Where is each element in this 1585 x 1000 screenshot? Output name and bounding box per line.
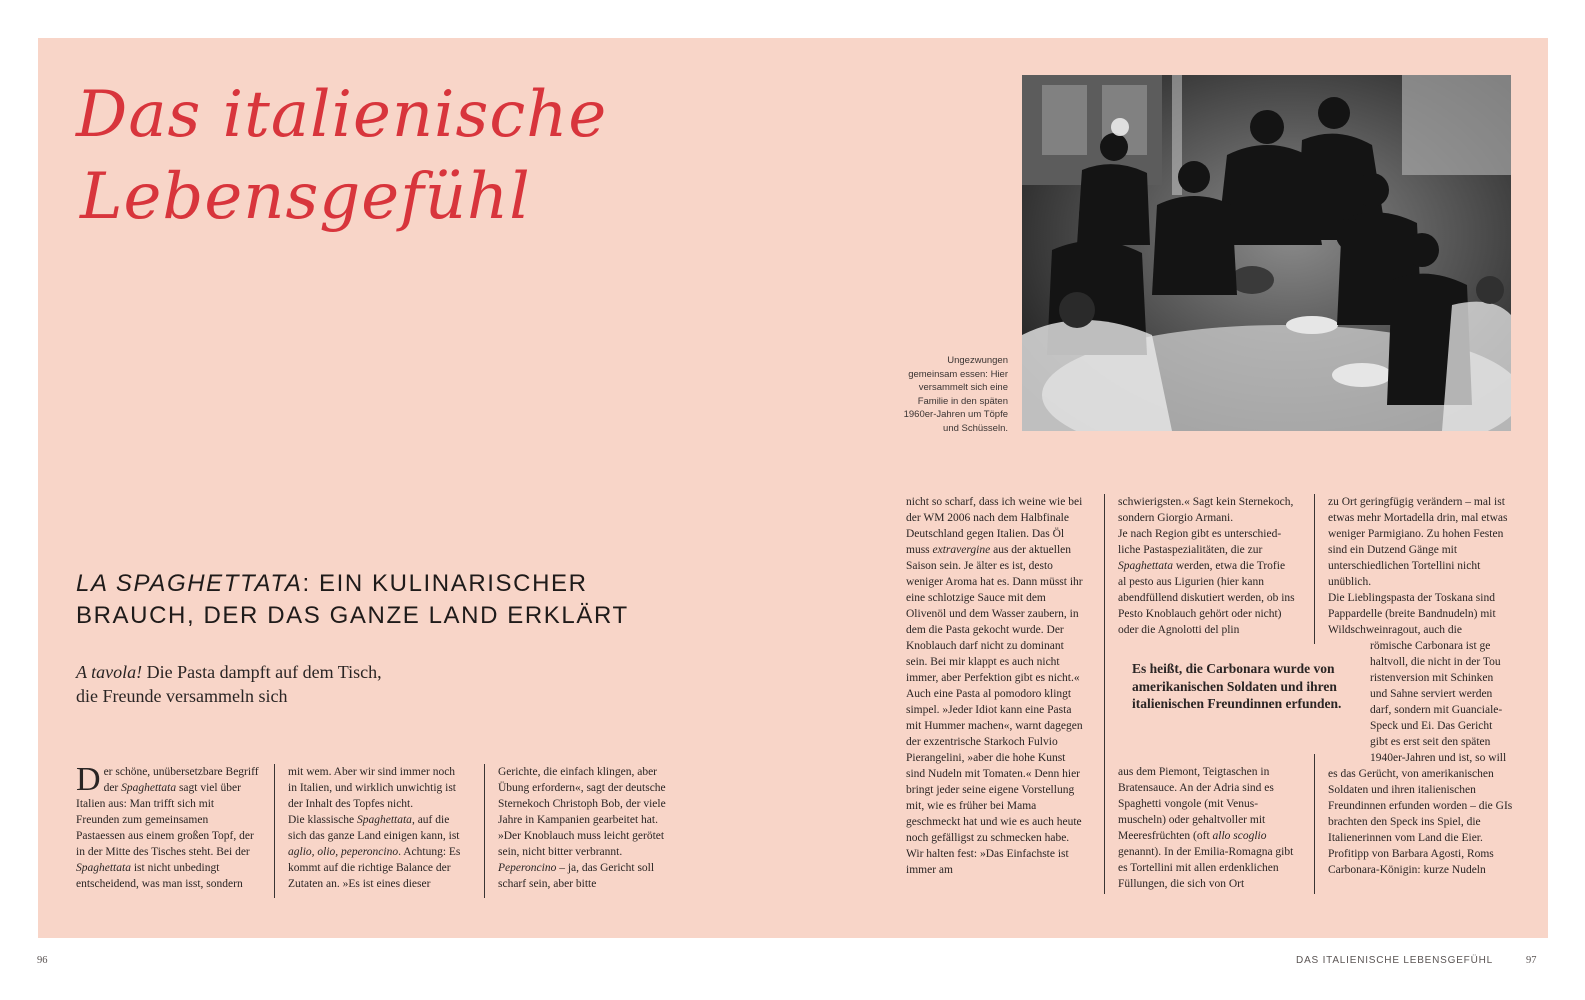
wrapped-lines: römische Carbonara ist ge haltvoll, die nicht in der Tou ristenversion mit Schinken und Sahne serviert werden darf, sondern mit Guanciale- Speck und Ei. Das Gericht gibt es erst seit den späten 1940er-Jahren und ist, so will [1370,640,1507,764]
column-divider [274,764,275,898]
family-dinner-photo [1022,75,1511,431]
running-head: DAS ITALIENISCHE LEBENSGEFÜHL [1296,955,1493,966]
body-column-4: nicht so scharf, dass ich weine wie bei der WM 2006 nach dem Halbfinale Deutschland gegen Italien. Das Öl muss extravergine aus der aktuellen Saison sein. Je älter es ist, desto weniger Aroma hat es. Dann müsst ihr eine schlotzige Sauce mit dem Olivenöl und dem Wasser zaubern, in dem die Pasta gekocht wurde. Der Knoblauch darf nicht zu dominant sein. Bei mir klappt es auch nicht immer, aber Perfektion gibt es nicht.« Auch eine Pasta al pomodoro klingt simpel. »Jeder Idiot kann eine Pasta mit Hummer machen«, warnt dagegen der exzentrische Starkoch Fulvio Pierangelini, »aber die hohe Kunst sind Nudeln mit Tomaten.« Denn hier bringt jeder seine eigene Vorstellung mit, wie es früher bei Mama geschmeckt hat und wie es auch heute noch gefälligst zu schmecken habe. Wir halten fest: »Das Einfachste ist immer am [906,496,1083,876]
headline-emphasis: LA SPAGHETTATA [76,570,303,597]
body-column-6: zu Ort geringfügig verändern – mal ist etwas mehr Mortadella drin, mal etwas weniger Parmigiano. Zu hohen Festen sind ein Dutzend Gänge mit unterschiedlichen Tortellini nicht unüblich. Die Lieblingspasta der Toskana sind Pappardelle (breite Bandnudeln) mit Wildschweinragout, auch die römische Carbonara ist ge haltvoll, die nicht in der Tou ristenversion mit Schinken und Sahne serviert werden darf, sondern mit Guanciale- Speck und Ei. Das Gericht gibt es erst seit den späten 1940er-Jahren und ist, so will es das Gerücht, von amerikanischen Soldaten und ihren italienischen Freundinnen erfunden worden – die GIs brachten den Speck ins Spiel, die Italienerinnen vom Land die Eier. Profitipp von Barbara Agosti, Roms Carbonara-Königin: kurze Nudeln [1328,496,1513,876]
column-divider [1314,494,1315,644]
body-column-1: Der schöne, unübersetzbare Begriff der Spaghettata sagt viel über Italien aus: Man trifft sich mit Freunden zum gemeinsamen Pastaessen aus einem großen Topf, der in der Mitte des Tisches steht. Bei der Spaghettata ist nicht unbedingt entscheidend, was man isst, sondern [76,761,259,890]
column-divider [1104,494,1105,894]
body-column-3: Gerichte, die einfach klingen, aber Übung erfordern«, sagt der deutsche Sternekoch Christoph Bob, der viele Jahre in Kampanien gearbeitet hat. »Der Knoblauch muss leicht gerötet sein, nicht bitter verbrannt. Peperoncino – ja, das Gericht soll scharf sein, aber bitte [498,766,666,890]
column-divider [1314,754,1315,894]
section-headline: LA SPAGHETTATA: EIN KULINARISCHER BRAUCH, DER DAS GANZE LAND ERKLÄRT [76,570,629,629]
pull-quote: Es heißt, die Carbonara wurde von amerikanischen Soldaten und ihren italienischen Freundinnen erfunden. [1132,661,1342,711]
title-line-2: Lebensgefühl [80,160,531,234]
title-line-1: Das italienische [76,78,608,152]
body-column-5-top: schwierigsten.« Sagt kein Sternekoch, sondern Giorgio Armani. Je nach Region gibt es unterschiedliche Pastaspezialitäten, die zur Spaghettata werden, etwa die Trofie al pesto aus Ligurien (hier kann abendfüllend diskutiert werden, ob ins Pesto Knoblauch gehört oder nicht) oder die Agnolotti del plin [1118,496,1295,636]
page-number-right: 97 [1526,955,1537,966]
photo-caption: Ungezwungen gemeinsam essen: Hier versammelt sich eine Familie in den späten 1960er-Jahren um Töpfe und Schüsseln. [903,355,1008,434]
lead-paragraph: A tavola! Die Pasta dampft auf dem Tisch, die Freunde versammeln sich [76,662,382,706]
body-column-5-bottom: aus dem Piemont, Teigtaschen in Bratensauce. An der Adria sind es Spaghetti vongole (mit Venusmuscheln) oder gehaltvoller mit Meeresfrüchten (oft allo scoglio genannt). In der Emilia-Romagna gibt es Tortellini mit allen erdenklichen Füllungen, die sich von Ort [1118,766,1294,890]
drop-cap: D [76,761,101,798]
page-number-left: 96 [37,955,48,966]
body-column-2: mit wem. Aber wir sind immer noch in Italien, und wirklich unwichtig ist der Inhalt des Topfes nicht. Die klassische Spaghettata, auf die sich das ganze Land einigen kann, ist aglio, olio, peperoncino. Achtung: Es kommt auf die richtige Balance der Zutaten an. »Es ist eines dieser [288,766,461,890]
page-title [76,74,607,238]
column-divider [484,764,485,898]
photo-image [1022,75,1511,431]
